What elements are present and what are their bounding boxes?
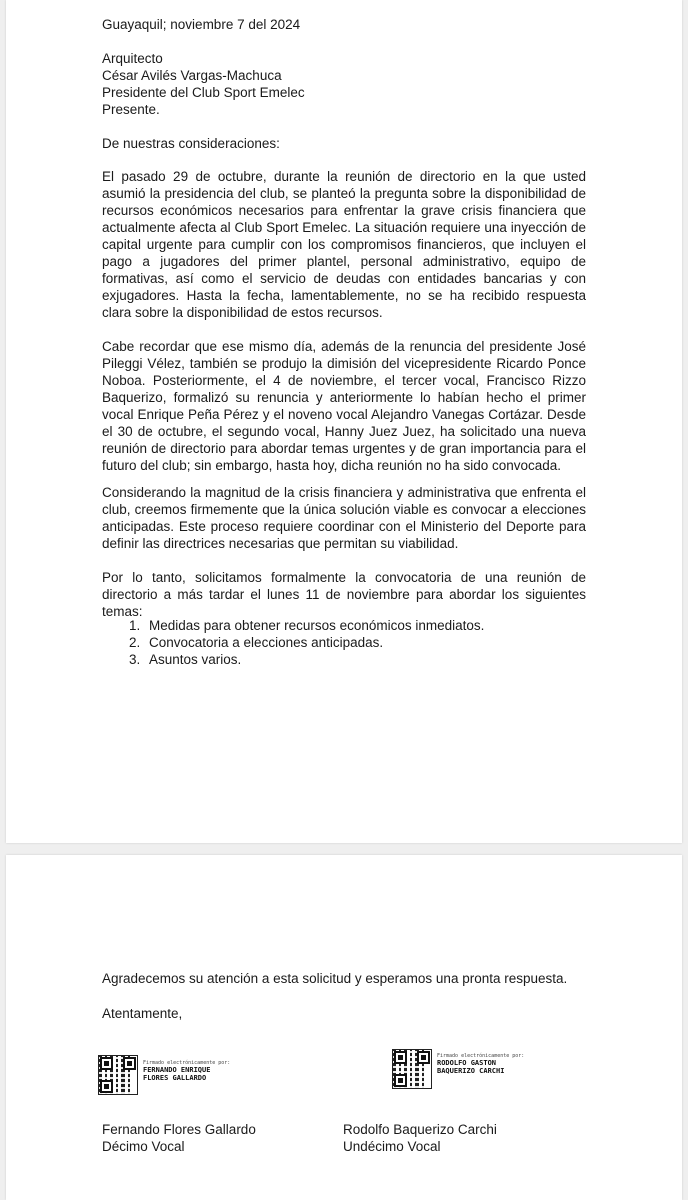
agenda-item: 3. Asuntos varios.	[129, 652, 242, 667]
e-sign-name-line-1: RODOLFO GASTON	[437, 1059, 497, 1067]
qr-code-icon	[392, 1049, 432, 1089]
e-sign-name-line-2: FLORES GALLARDO	[143, 1074, 207, 1082]
signatory-1-role: Décimo Vocal	[102, 1139, 185, 1154]
closing-text: Agradecemos su atención a esta solicitud y esperamos una pronta respuesta.	[102, 971, 568, 986]
paragraph-4: Por lo tanto, solicitamos formalmente la convocatoria de una reunión de directorio a más tardar el lunes 11 de noviembre para abordar los siguientes temas:	[102, 570, 586, 619]
signatory-2-name: Rodolfo Baquerizo Carchi	[343, 1122, 497, 1137]
sign-off: Atentamente,	[102, 1006, 183, 1021]
agenda-item: 1. Medidas para obtener recursos económicos inmediatos.	[129, 618, 485, 633]
agenda-list	[129, 617, 529, 668]
e-signature-2	[392, 1049, 524, 1089]
letter-page-2	[6, 855, 682, 1200]
letter-page-1	[6, 0, 682, 843]
e-signature-1	[98, 1055, 230, 1095]
e-sign-label: Firmado electrónicamente por:	[143, 1060, 231, 1066]
signatory-2-role: Undécimo Vocal	[343, 1139, 441, 1154]
recipient-title: Arquitecto	[102, 51, 163, 66]
qr-code-icon	[98, 1055, 138, 1095]
e-sign-name-line-1: FERNANDO ENRIQUE	[143, 1066, 211, 1074]
recipient-presente: Presente.	[102, 102, 160, 117]
place-date: Guayaquil; noviembre 7 del 2024	[102, 17, 301, 32]
paragraph-3: Considerando la magnitud de la crisis financiera y administrativa que enfrenta el club, creemos firmemente que la única solución viable es convocar a elecciones anticipadas. Este proceso requiere coordinar con el Ministerio del Deporte para definir las directrices necesarias que permitan su viabilidad.	[102, 485, 586, 551]
recipient-name: César Avilés Vargas-Machuca	[102, 68, 282, 83]
e-sign-name-line-2: BAQUERIZO CARCHI	[437, 1067, 505, 1075]
recipient-position: Presidente del Club Sport Emelec	[102, 85, 305, 100]
greeting: De nuestras consideraciones:	[102, 136, 280, 151]
signatory-1-name: Fernando Flores Gallardo	[102, 1122, 256, 1137]
e-sign-label: Firmado electrónicamente por:	[437, 1053, 525, 1059]
paragraph-2: Cabe recordar que ese mismo día, además de la renuncia del presidente José Pileggi Vélez, también se produjo la dimisión del vicepresidente Ricardo Ponce Noboa. Posteriormente, el 4 de noviembre, el tercer vocal, Francisco Rizzo Baquerizo, formalizó su renuncia y anteriormente lo habían hecho el primer vocal Enrique Peña Pérez y el noveno vocal Alejandro Vanegas Cortázar. Desde el 30 de octubre, el segundo vocal, Hanny Juez Juez, ha solicitado una nueva reunión de directorio para abordar temas urgentes y de gran importancia para el futuro del club; sin embargo, hasta hoy, dicha reunión no ha sido convocada.	[102, 339, 586, 473]
paragraph-1: El pasado 29 de octubre, durante la reunión de directorio en la que usted asumió la presidencia del club, se planteó la pregunta sobre la disponibilidad de recursos económicos necesarios para enfrentar la grave crisis financiera que actualmente afecta al Club Sport Emelec. La situación requiere una inyección de capital urgente para cumplir con los compromisos financieros, que incluyen el pago a jugadores del primer plantel, personal administrativo, equipo de formativas, así como el servicio de deudas con entidades bancarias y con exjugadores. Hasta la fecha, lamentablemente, no se ha recibido respuesta clara sobre la disponibilidad de estos recursos.	[102, 169, 586, 320]
agenda-item: 2. Convocatoria a elecciones anticipadas.	[129, 635, 384, 650]
